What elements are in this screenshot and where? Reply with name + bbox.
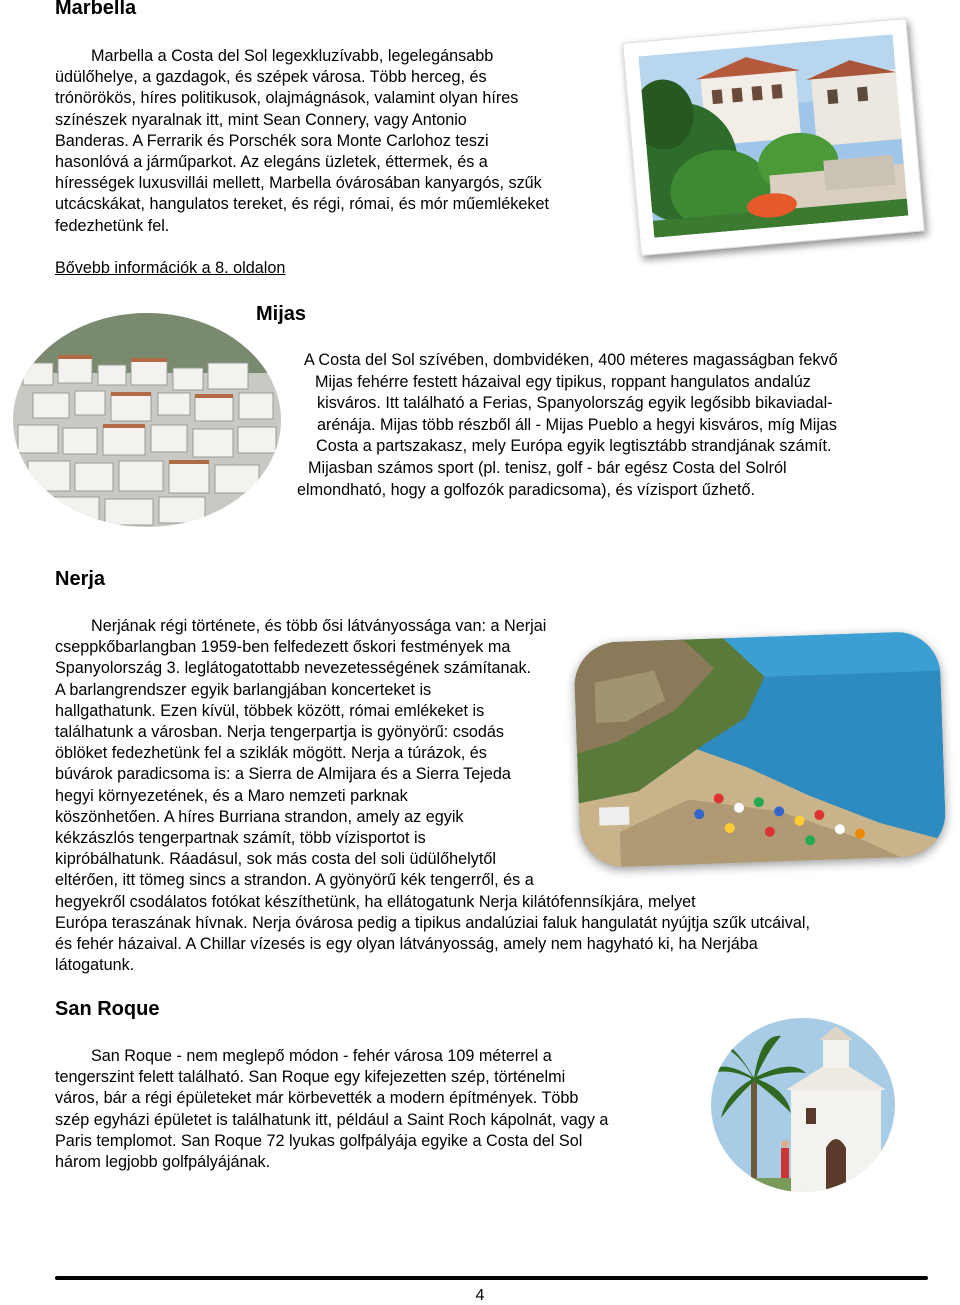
sanroque-photo	[711, 1018, 895, 1192]
mijas-paragraph	[297, 350, 838, 501]
white-village-image	[13, 313, 281, 527]
text-line: öblöket fedezhetünk fel a sziklák mögött. Nerja a túrázok, és	[55, 744, 487, 763]
text-line: látogatunk.	[55, 956, 135, 975]
more-info-link[interactable]: Bővebb információk a 8. oldalon	[55, 259, 286, 277]
text-line: Marbella a Costa del Sol legexkluzívabb, legelegánsabb	[91, 47, 494, 65]
text-line: találhatunk a városban. Nerja tengerpartja is gyönyörű: csodás	[55, 723, 505, 742]
text-line: és fehér házaival. A Chillar vízesés is egy olyan látványosság, amely nem hagyható ki, ha Nerjába	[55, 935, 758, 954]
text-line: hírességek luxusvillái mellett, Marbella óvárosában kanyargós, szűk	[55, 174, 542, 193]
text-line: kisváros. Itt található a Ferias, Spanyolország egyik legősibb bikaviadal-	[317, 394, 833, 413]
text-line: eltérően, itt tömeg sincs a strandon. A gyönyörű kék tengerről, és a	[55, 871, 534, 890]
text-line: elmondható, hogy a golfozók paradicsoma), és vízisport űzhető.	[297, 480, 756, 499]
chapel-image	[711, 1018, 895, 1192]
text-line: három legjobb golfpályájának.	[55, 1153, 271, 1172]
text-line: Spanyolország 3. leglátogatottabb nevezetességének számítanak.	[55, 659, 532, 678]
text-line: kékzászlós tengerpartnak számít, több vízisportot is	[55, 829, 426, 848]
text-line: utcácskákat, hangulatos tereket, és régi, római, és mór műemlékeket	[55, 195, 549, 214]
text-line: Mijasban számos sport (pl. tenisz, golf - bár egész Costa del Solról	[308, 458, 787, 477]
plaza-image	[638, 34, 908, 238]
marbella-paragraph	[55, 46, 549, 237]
text-line: hegyekről csodálatos fotókat készíthetünk, ha ellátogatunk Nerja kilátófennsíkjára, melyet	[55, 892, 696, 911]
text-line: Costa a partszakasz, mely Európa egyik legtisztább strandjának számít.	[316, 437, 832, 456]
mijas-photo	[13, 313, 281, 527]
text-line: kipróbálhatunk. Ráadásul, sok más costa del soli üdülőhelytől	[55, 850, 496, 869]
text-line: tengerszint felett található. San Roque egy kifejezetten szép, történelmi	[55, 1068, 566, 1087]
text-line: A Costa del Sol szívében, dombvidéken, 400 méteres magasságban fekvő	[304, 351, 838, 369]
text-line: szép egyházi épületet is találhatunk itt, például a Saint Roch kápolnát, vagy a	[55, 1110, 609, 1129]
text-line: város, bár a régi épületeket már körbevették a modern építmények. Több	[55, 1089, 579, 1108]
text-line: cseppkőbarlangban 1959-ben felfedezett őskori festmények ma	[55, 638, 511, 657]
page-number: 4	[475, 1287, 485, 1304]
mijas-title: Mijas	[256, 303, 307, 325]
text-line: üdülőhelye, a gazdagok, és szépek városa. Több herceg, és	[55, 68, 487, 87]
text-line: Mijas fehérre festett házaival egy tipikus, roppant hangulatos andalúz	[315, 372, 811, 391]
text-line: hasonlóvá a járműparkot. Az elegáns üzletek, éttermek, és a	[55, 153, 488, 172]
text-line: köszönhetően. A híres Burriana strandon, amely az egyik	[55, 807, 464, 826]
text-line: fedezhetünk fel.	[55, 216, 170, 235]
sanroque-title: San Roque	[55, 998, 160, 1020]
sanroque-paragraph	[55, 1046, 608, 1173]
text-line: hallgathatunk. Ezen kívül, többek között, római emlékeket is	[55, 701, 485, 720]
text-line: Európa teraszának hívnak. Nerja óvárosa pedig a tipikus andalúziai faluk hangulatát nyújtja szűk utcáival,	[55, 913, 810, 932]
marbella-title: Marbella	[55, 0, 137, 19]
text-line: Paris templomot. San Roque 72 lyukas golfpályája egyike a Costa del Sol	[55, 1131, 583, 1150]
text-line: trónörökös, híres politikusok, olajmágnások, valamint olyan híres	[55, 89, 519, 108]
marbella-photo	[622, 18, 925, 256]
text-line: Nerjának régi története, és több ősi látványossága van: a Nerjai	[91, 617, 547, 635]
text-line: hegyi környezetének, és a Maro nemzeti parknak	[55, 786, 408, 805]
text-line: színészek nyaralnak itt, mint Sean Connery, vagy Antonio	[55, 110, 467, 129]
text-line: Banderas. A Ferrarik és Porschék sora Monte Carlohoz teszi	[55, 131, 489, 150]
text-line: A barlangrendszer egyik barlangjában koncerteket is	[55, 680, 432, 699]
footer-divider	[55, 1276, 928, 1280]
text-line: arénája. Mijas több részből áll - Mijas Pueblo a hegyi kisváros, míg Mijas	[317, 415, 838, 434]
nerja-paragraph	[55, 616, 810, 976]
text-line: búvárok paradicsoma is: a Sierra de Almijara és a Sierra Tejeda	[55, 765, 511, 784]
nerja-title: Nerja	[55, 568, 106, 590]
text-line: San Roque - nem meglepő módon - fehér városa 109 méterrel a	[91, 1047, 552, 1065]
